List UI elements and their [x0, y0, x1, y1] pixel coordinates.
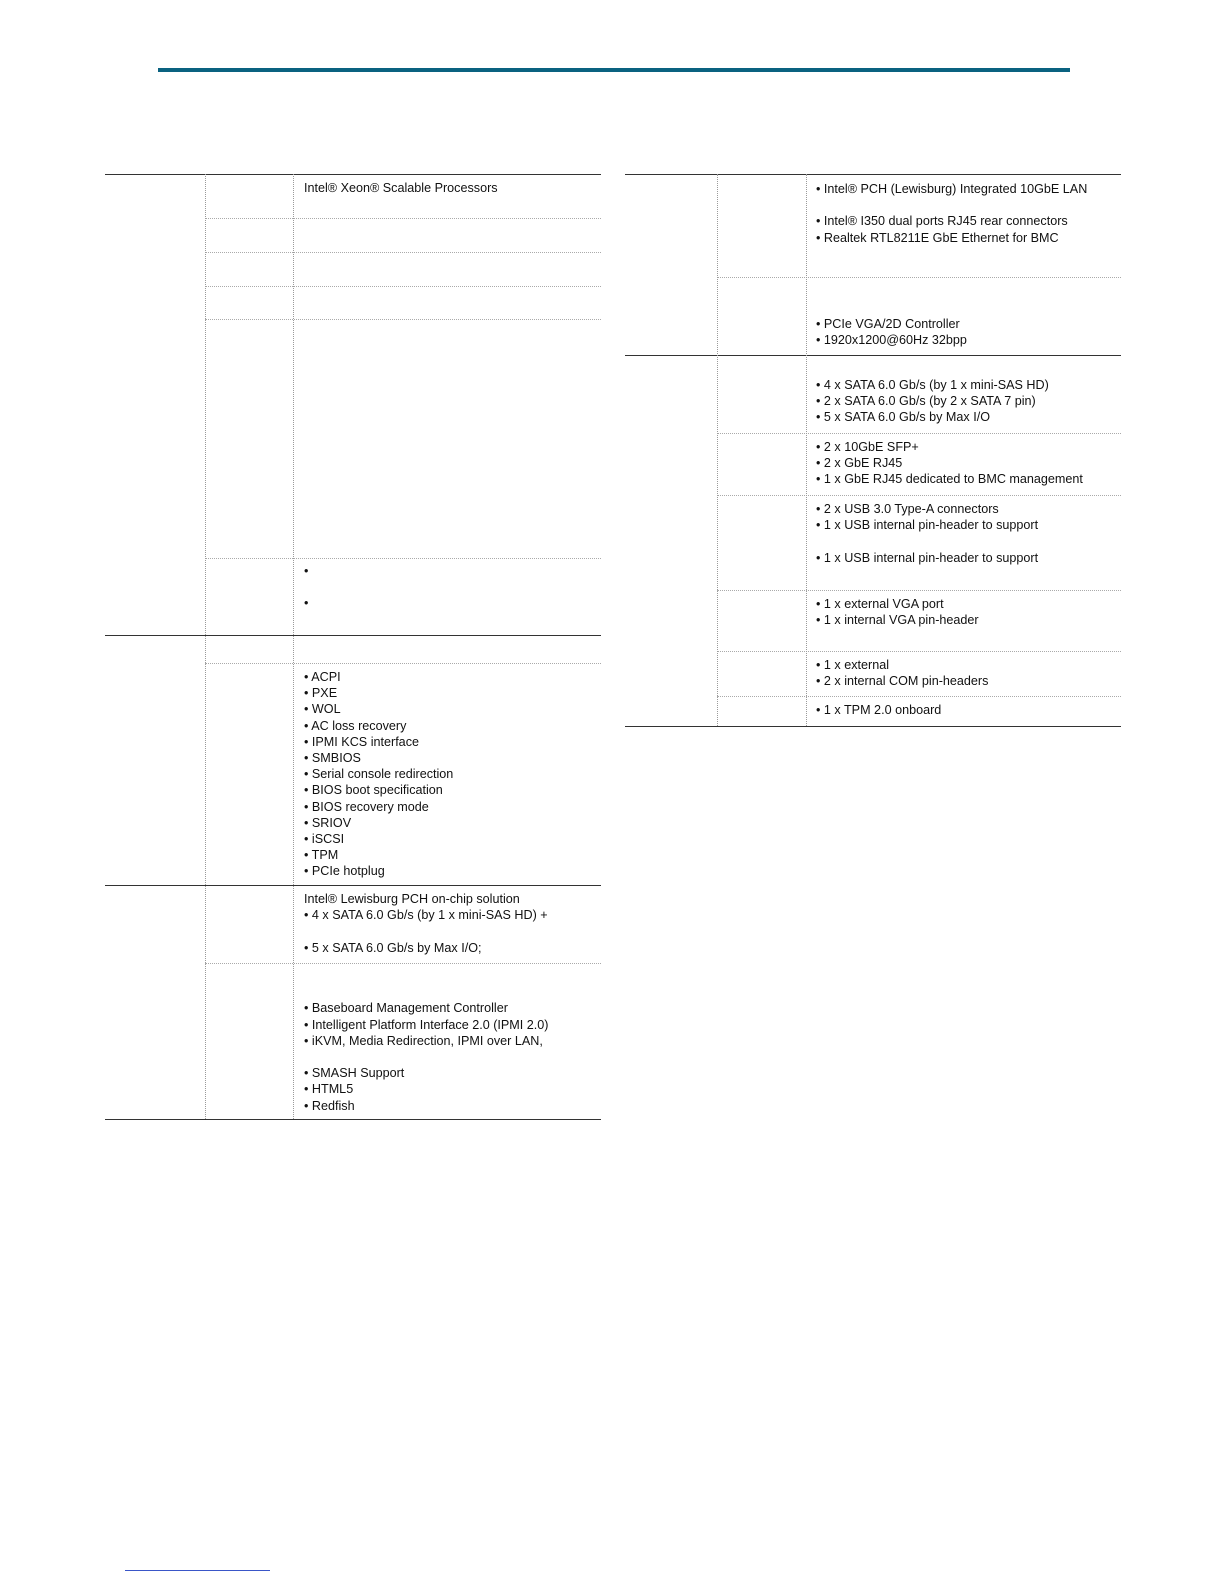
spec-table-right	[625, 174, 1121, 734]
spec-line: • Realtek RTL8211E GbE Ethernet for BMC	[816, 230, 1059, 245]
spec-line: • HTML5	[304, 1082, 354, 1097]
spec-value-usb	[816, 501, 1038, 566]
spec-value-lan	[816, 181, 1087, 246]
spec-line: • TPM	[304, 848, 339, 863]
spec-line: • Baseboard Management Controller	[304, 1001, 508, 1016]
spec-line: • 1 x TPM 2.0 onboard	[816, 703, 942, 717]
spec-line: • 5 x SATA 6.0 Gb/s by Max I/O;	[304, 940, 482, 955]
row-divider	[205, 218, 601, 219]
spec-value-storage	[304, 891, 548, 956]
spec-line: • WOL	[304, 702, 341, 717]
spec-line	[816, 197, 1087, 213]
spec-line: • BIOS recovery mode	[304, 799, 429, 814]
spec-line: Intel® Lewisburg PCH on-chip solution	[304, 892, 520, 906]
spec-line	[304, 1049, 549, 1065]
spec-line: • 1 x external	[816, 658, 890, 672]
row-divider	[717, 495, 1121, 496]
row-divider	[205, 663, 601, 664]
spec-line	[304, 923, 548, 939]
spec-line	[816, 533, 1038, 549]
spec-value-video	[816, 596, 979, 628]
spec-line: • Intelligent Platform Interface 2.0 (IPMI 2.0)	[304, 1017, 549, 1032]
row-divider	[717, 590, 1121, 591]
spec-line	[304, 968, 549, 984]
spec-line: • SMASH Support	[304, 1066, 405, 1081]
spec-line: • 1 x GbE RJ45 dedicated to BMC management	[816, 472, 1083, 487]
spec-line: • 2 x 10GbE SFP+	[816, 440, 919, 454]
spec-line: • 1 x internal VGA pin-header	[816, 613, 979, 628]
spec-line: •	[304, 596, 309, 611]
spec-value-list	[304, 563, 308, 612]
spec-line: • PCIe VGA/2D Controller	[816, 317, 960, 331]
spec-line: • 1920x1200@60Hz 32bpp	[816, 333, 967, 348]
table-rule	[105, 174, 601, 175]
spec-line: • IPMI KCS interface	[304, 734, 419, 749]
spec-value-graphics	[816, 316, 967, 348]
spec-line: • Serial console redirection	[304, 767, 454, 782]
spec-value-bios-features	[304, 669, 453, 879]
row-divider	[205, 286, 601, 287]
spec-line: • BIOS boot specification	[304, 783, 443, 798]
spec-line: • PCIe hotplug	[304, 864, 385, 879]
header-rule	[158, 68, 1070, 72]
spec-value-tpm	[816, 702, 941, 718]
spec-line: • 4 x SATA 6.0 Gb/s (by 1 x mini-SAS HD) +	[304, 908, 548, 923]
spec-line: • Intel® I350 dual ports RJ45 rear connectors	[816, 214, 1068, 229]
table-rule	[625, 355, 1121, 356]
spec-line: • 4 x SATA 6.0 Gb/s (by 1 x mini-SAS HD)	[816, 378, 1049, 392]
spec-line: •	[304, 564, 309, 578]
row-divider	[717, 651, 1121, 652]
column-divider	[717, 174, 718, 726]
spec-line: • 1 x USB internal pin-header to support	[816, 550, 1039, 565]
spec-value-processor	[304, 180, 498, 196]
column-divider	[205, 174, 206, 1119]
spec-value-management	[304, 968, 549, 1114]
spec-line: • iSCSI	[304, 831, 345, 846]
spec-line: • 2 x internal COM pin-headers	[816, 674, 989, 689]
spec-line	[304, 579, 308, 595]
column-divider	[293, 174, 294, 1119]
footer-link-underline[interactable]	[125, 1570, 270, 1571]
row-divider	[205, 558, 601, 559]
spec-line: • SRIOV	[304, 815, 352, 830]
spec-table-left	[105, 174, 601, 1130]
table-rule	[105, 635, 601, 636]
row-divider	[717, 696, 1121, 697]
row-divider	[205, 252, 601, 253]
spec-line: • 2 x GbE RJ45	[816, 456, 903, 471]
spec-line: • Redfish	[304, 1098, 355, 1113]
table-rule	[625, 726, 1121, 727]
spec-line: • 1 x USB internal pin-header to support	[816, 518, 1039, 533]
spec-value-storage-io	[816, 377, 1049, 426]
row-divider	[717, 433, 1121, 434]
column-divider	[806, 174, 807, 726]
row-divider	[717, 277, 1121, 278]
row-divider	[205, 319, 601, 320]
spec-line	[304, 984, 549, 1000]
spec-line: • 1 x external VGA port	[816, 597, 944, 611]
table-rule	[625, 174, 1121, 175]
spec-value-lan-ports	[816, 439, 1083, 488]
spec-line: • 5 x SATA 6.0 Gb/s by Max I/O	[816, 410, 991, 425]
spec-line: • iKVM, Media Redirection, IPMI over LAN,	[304, 1033, 543, 1048]
table-rule	[105, 1119, 601, 1120]
spec-line: Intel® Xeon® Scalable Processors	[304, 181, 498, 195]
row-divider	[205, 963, 601, 964]
spec-line: • ACPI	[304, 670, 341, 684]
spec-line: • SMBIOS	[304, 750, 361, 765]
spec-line: • Intel® PCH (Lewisburg) Integrated 10GbE LAN	[816, 182, 1088, 196]
spec-line: • 2 x SATA 6.0 Gb/s (by 2 x SATA 7 pin)	[816, 394, 1036, 409]
table-rule	[105, 885, 601, 886]
spec-line: • AC loss recovery	[304, 718, 407, 733]
spec-value-com	[816, 657, 988, 689]
spec-line: • PXE	[304, 686, 338, 701]
spec-line: • 2 x USB 3.0 Type-A connectors	[816, 502, 999, 516]
